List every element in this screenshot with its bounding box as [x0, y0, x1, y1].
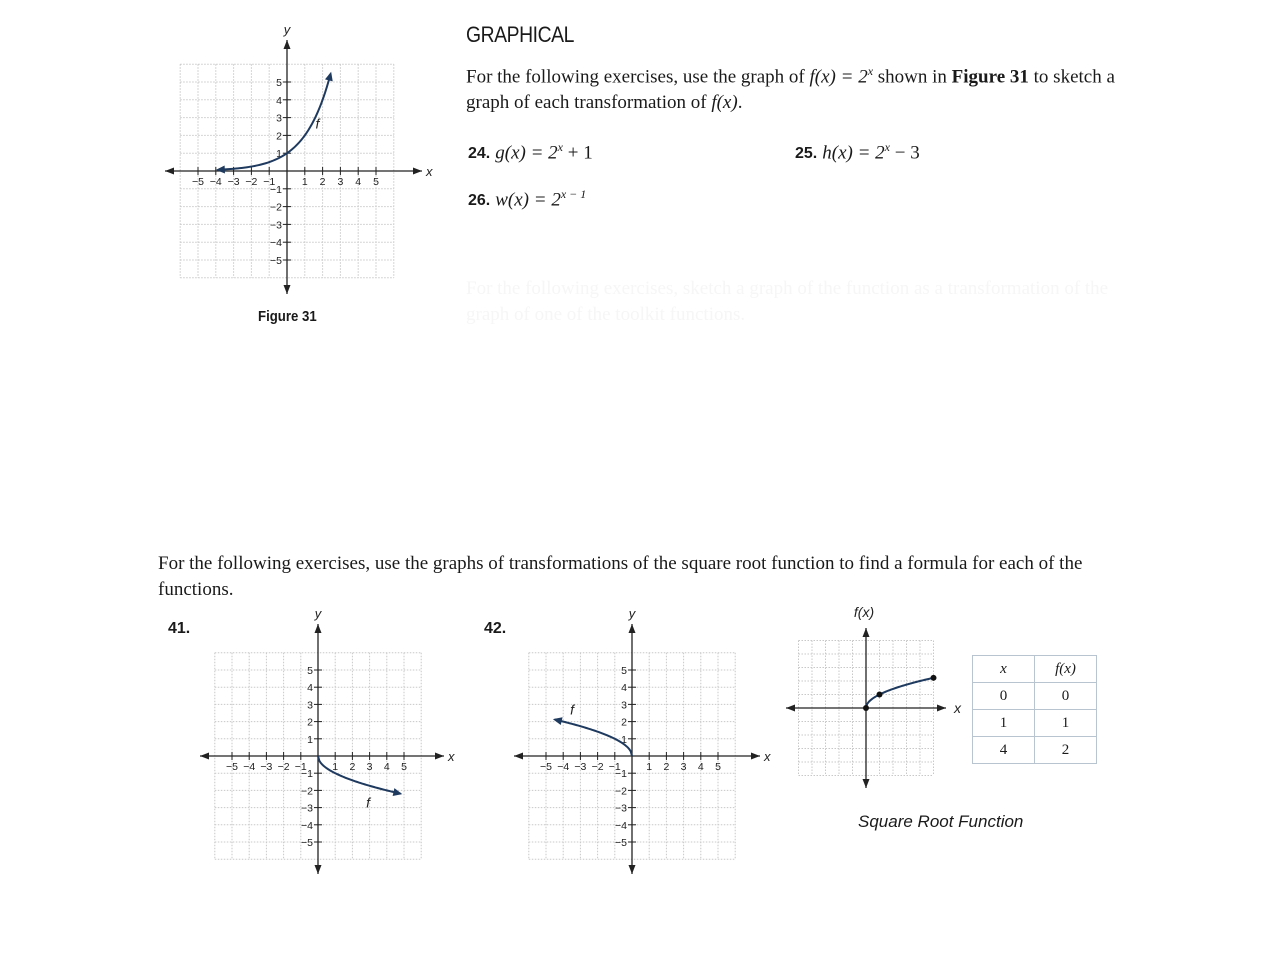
y-axis-arrow-up — [629, 624, 636, 633]
x-tick-label: −3 — [260, 761, 273, 773]
x-tick-label: 4 — [383, 761, 390, 773]
table-cell: 0 — [973, 683, 1035, 710]
data-point — [931, 675, 937, 681]
exercise-number: 26. — [468, 192, 491, 210]
intro-function: f(x) — [711, 92, 738, 114]
figure-reference: Figure 31 — [951, 66, 1029, 88]
exercise-number: 24. — [468, 145, 491, 163]
x-axis-arrow-right — [435, 753, 444, 760]
exercise-tail: + 1 — [563, 142, 593, 164]
x-axis-arrow-right — [413, 168, 422, 175]
intro-formula: f(x) = 2 — [809, 66, 868, 88]
curve-arrow — [216, 165, 225, 173]
x-tick-label: 5 — [373, 176, 379, 188]
table-header-fx: f(x) — [1035, 656, 1097, 683]
y-tick-label: 4 — [276, 94, 282, 107]
x-tick-label: 3 — [337, 176, 344, 188]
y-tick-label: −5 — [615, 837, 627, 849]
x-axis-arrow-right — [751, 753, 760, 760]
x-tick-label: 1 — [646, 761, 653, 773]
y-axis-label: y — [283, 22, 291, 37]
exercise-42-number: 42. — [484, 620, 507, 637]
x-tick-label: 3 — [366, 761, 373, 773]
y-axis-arrow-down — [315, 865, 322, 874]
x-tick-label: −4 — [209, 176, 222, 188]
data-point — [863, 705, 869, 711]
y-tick-label: 2 — [621, 716, 627, 729]
x-tick-label: 1 — [332, 761, 339, 773]
x-tick-label: −4 — [557, 761, 570, 773]
table-cell: 2 — [1035, 737, 1097, 764]
exercise-formula: w(x) = 2 — [495, 189, 561, 211]
x-tick-label: −4 — [243, 761, 256, 773]
exercise-formula: g(x) = 2 — [495, 142, 558, 164]
x-tick-label: 1 — [301, 176, 308, 188]
x-axis-label: x — [448, 749, 455, 764]
y-tick-label: 5 — [307, 665, 313, 677]
intro-paragraph — [466, 58, 1126, 116]
y-axis-label: y — [314, 606, 322, 621]
x-tick-label: 3 — [680, 761, 687, 773]
table-header-row — [973, 656, 1097, 683]
y-tick-label: 5 — [621, 665, 627, 677]
y-tick-label: −5 — [270, 255, 282, 267]
x-tick-label: −3 — [227, 176, 240, 188]
x-tick-label: 4 — [697, 761, 704, 773]
graph-41 — [192, 606, 455, 878]
x-axis-arrow-right — [937, 705, 946, 712]
table-cell: 0 — [1035, 683, 1097, 710]
x-tick-label: 2 — [319, 176, 326, 188]
exercise-exponent: x — [557, 140, 563, 154]
exercise-24 — [468, 140, 593, 164]
y-tick-label: −3 — [615, 802, 627, 815]
y-axis-label: f(x) — [853, 604, 875, 620]
section-heading: GRAPHICAL — [466, 22, 574, 47]
y-tick-label: −5 — [301, 837, 313, 849]
curve-arrow — [325, 72, 333, 82]
exercise-26 — [468, 187, 586, 211]
y-tick-label: −2 — [615, 785, 627, 798]
intro-text-3: to sketch a graph of each transformation of — [466, 66, 1115, 114]
table-row — [973, 737, 1097, 764]
square-root-curve — [866, 678, 934, 708]
y-tick-label: 2 — [276, 130, 282, 143]
table-row — [973, 710, 1097, 737]
x-tick-label: −1 — [608, 761, 621, 773]
exercise-number: 25. — [795, 145, 818, 163]
x-tick-label: −1 — [294, 761, 307, 773]
y-tick-label: 3 — [307, 699, 313, 712]
x-tick-label: −3 — [574, 761, 587, 773]
exercise-exponent: x — [884, 140, 890, 154]
x-tick-label: −1 — [263, 176, 276, 188]
curve-arrow — [553, 717, 563, 725]
x-axis-arrow-left — [200, 753, 209, 760]
y-tick-label: −4 — [270, 237, 282, 250]
y-tick-label: −2 — [301, 785, 313, 798]
exercise-41-number: 41. — [168, 620, 191, 637]
x-tick-label: 5 — [401, 761, 407, 773]
y-axis-arrow-down — [629, 865, 636, 874]
y-tick-label: 1 — [307, 733, 313, 746]
exercise-formula: h(x) = 2 — [822, 142, 885, 164]
table-header-x: x — [973, 656, 1035, 683]
intro-paragraph-2: For the following exercises, use the graphs of transformations of the square root function to find a formula for each of the functions. — [158, 553, 1083, 600]
intro-text-1: For the following exercises, use the graph of — [466, 66, 810, 88]
x-axis-arrow-left — [514, 753, 523, 760]
y-axis-arrow-up — [315, 624, 322, 633]
y-tick-label: −4 — [301, 819, 313, 832]
y-tick-label: −2 — [270, 201, 282, 214]
x-tick-label: 2 — [663, 761, 670, 773]
x-tick-label: −2 — [277, 761, 290, 773]
data-point — [877, 692, 883, 698]
y-tick-label: −1 — [301, 768, 313, 781]
table-cell: 4 — [973, 737, 1035, 764]
y-tick-label: −4 — [615, 819, 627, 832]
table-cell: 1 — [973, 710, 1035, 737]
exercise-25 — [795, 140, 920, 164]
y-tick-label: −3 — [301, 802, 313, 815]
exercise-exponent: x − 1 — [560, 187, 587, 201]
y-tick-label: −1 — [615, 768, 627, 781]
y-axis-arrow-down — [284, 285, 291, 294]
exponential-curve — [219, 74, 330, 170]
square-root-caption: Square Root Function — [858, 812, 1024, 831]
x-tick-label: 2 — [349, 761, 356, 773]
figure-31-caption: Figure 31 — [258, 308, 317, 325]
y-tick-label: 1 — [621, 733, 627, 746]
y-tick-label: −1 — [270, 183, 282, 196]
square-root-table — [972, 655, 1097, 764]
x-axis-arrow-left — [165, 168, 174, 175]
x-tick-label: −2 — [245, 176, 258, 188]
x-axis-label: x — [426, 164, 433, 179]
y-axis-arrow-down — [863, 779, 870, 788]
y-tick-label: 5 — [276, 77, 282, 89]
square-root-graph — [780, 598, 970, 792]
x-tick-label: −5 — [540, 761, 552, 773]
x-axis-arrow-left — [786, 705, 795, 712]
x-tick-label: −5 — [192, 176, 204, 188]
exercise-tail: − 3 — [890, 142, 920, 164]
figure-31-graph — [160, 22, 433, 300]
curve-label: f — [366, 794, 371, 811]
curve-label: f — [570, 701, 574, 718]
y-tick-label: 4 — [621, 682, 627, 695]
x-tick-label: 5 — [715, 761, 721, 773]
x-tick-label: 4 — [355, 176, 362, 188]
y-tick-label: 3 — [276, 112, 282, 125]
faint-paragraph: For the following exercises, sketch a graph of the function as a transformation of the graph of one of the toolkit functions. — [466, 278, 1109, 325]
x-axis-label: x — [954, 700, 961, 716]
y-tick-label: −3 — [270, 219, 282, 232]
y-axis-arrow-up — [863, 628, 870, 637]
y-axis-label: y — [628, 606, 636, 621]
y-tick-label: 2 — [307, 716, 313, 729]
curve-label: f — [315, 115, 320, 132]
intro-text-4: . — [737, 92, 743, 114]
graph-42 — [508, 606, 771, 878]
x-axis-label: x — [764, 749, 771, 764]
x-tick-label: −5 — [226, 761, 238, 773]
y-tick-label: 1 — [276, 148, 282, 161]
curve-arrow — [393, 788, 403, 796]
y-tick-label: 4 — [307, 682, 313, 695]
y-axis-arrow-up — [284, 40, 291, 49]
intro-formula-exponent: x — [867, 64, 874, 78]
x-tick-label: −2 — [591, 761, 604, 773]
y-tick-label: 3 — [621, 699, 627, 712]
table-row — [973, 683, 1097, 710]
table-cell: 1 — [1035, 710, 1097, 737]
intro-text-2: shown in — [873, 66, 952, 88]
